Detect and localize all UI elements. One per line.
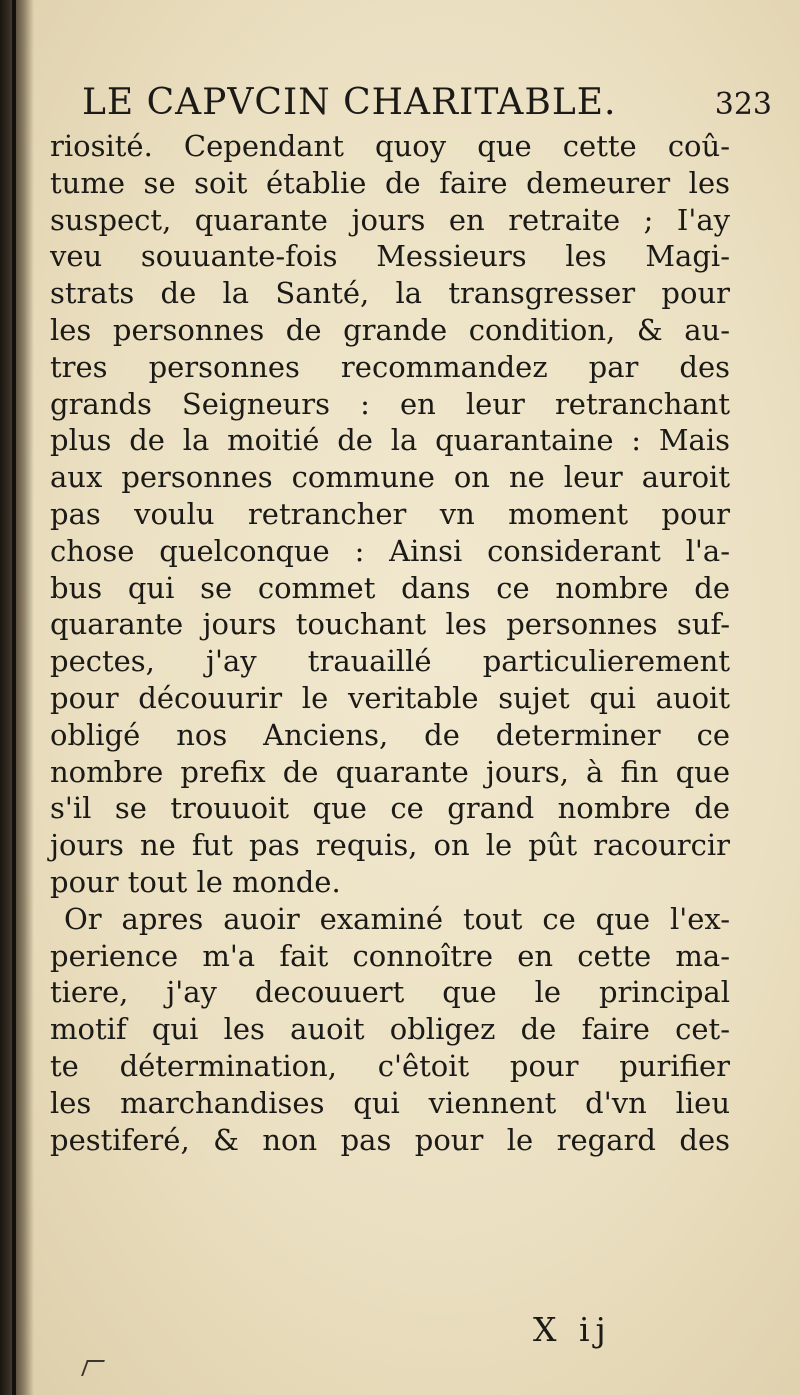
- binding-shadow: [0, 0, 34, 1395]
- text-line: jours ne fut pas requis, on le pût racourcir: [50, 828, 730, 863]
- paragraph-1: [50, 128, 730, 901]
- text-line: grands Seigneurs : en leur retranchant: [50, 386, 730, 421]
- signature-mark: X ij: [533, 1310, 612, 1349]
- page-number: 323: [714, 87, 772, 122]
- text-line: veu souuante-fois Messieurs les Magi-: [50, 239, 730, 274]
- text-line: aux personnes commune on ne leur auroit: [50, 460, 730, 495]
- text-line: te détermination, c'êtoit pour purifier: [50, 1048, 730, 1083]
- text-line: pour tout le monde.: [50, 864, 341, 899]
- text-line: s'il se trouuoit que ce grand nombre de: [50, 791, 730, 826]
- text-line: nombre prefix de quarante jours, à fin que: [50, 754, 730, 789]
- page-header: [82, 76, 772, 136]
- body-text: [50, 128, 730, 1158]
- paragraph-2: [50, 901, 730, 1159]
- text-line: chose quelconque : Ainsi considerant l'a-: [50, 533, 730, 568]
- text-line: obligé nos Anciens, de determiner ce: [50, 717, 730, 752]
- text-line: suspect, quarante jours en retraite ; I'ay: [50, 202, 730, 237]
- text-line: tiere, j'ay decouuert que le principal: [50, 975, 730, 1010]
- text-line: pas voulu retrancher vn moment pour: [50, 496, 730, 531]
- text-line: pestiferé, & non pas pour le regard des: [50, 1122, 730, 1157]
- text-line: plus de la moitié de la quarantaine : Mais: [50, 423, 730, 458]
- text-line: tume se soit établie de faire demeurer les: [50, 165, 730, 200]
- text-line: strats de la Santé, la transgresser pour: [50, 276, 730, 311]
- text-line: bus qui se commet dans ce nombre de: [50, 570, 730, 605]
- text-line: Or apres auoir examiné tout ce que l'ex-: [64, 901, 730, 936]
- text-line: motif qui les auoit obligez de faire cet-: [50, 1012, 730, 1047]
- text-line: pour découurir le veritable sujet qui auoit: [50, 680, 730, 715]
- text-line: pectes, j'ay trauaillé particulierement: [50, 644, 730, 679]
- text-line: riosité. Cependant quoy que cette coû-: [50, 129, 730, 163]
- ink-mark: [81, 1360, 105, 1376]
- page-edge: [12, 0, 16, 1395]
- text-line: perience m'a fait connoître en cette ma-: [50, 938, 730, 973]
- running-title: LE CAPVCIN CHARITABLE.: [82, 82, 617, 123]
- text-line: tres personnes recommandez par des: [50, 349, 730, 384]
- text-line: les marchandises qui viennent d'vn lieu: [50, 1085, 730, 1120]
- text-line: les personnes de grande condition, & au-: [50, 312, 730, 347]
- text-line: quarante jours touchant les personnes suf-: [50, 607, 730, 642]
